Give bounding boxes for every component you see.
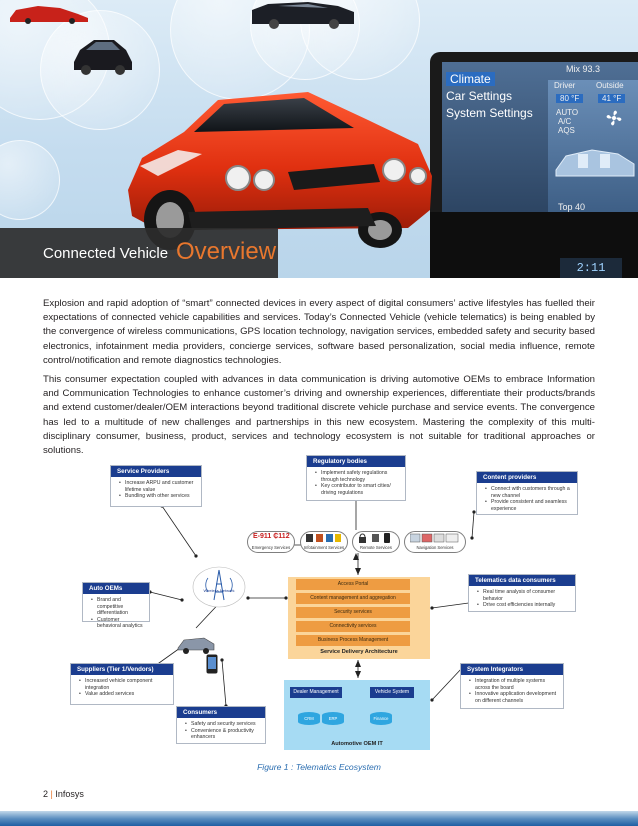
smartphone-icon — [206, 654, 218, 674]
footer-bar — [0, 811, 638, 826]
wireless-network-icon — [192, 566, 246, 608]
layer-business-process: Business Process Management — [296, 635, 410, 646]
dash-outside-label: Outside — [596, 81, 624, 90]
list-item: • Safety and security services — [185, 721, 260, 728]
list-item: • Increase ARPU and customer lifetime value — [119, 480, 196, 493]
footer-separator: | — [50, 789, 53, 799]
dash-menu-car-settings: Car Settings — [446, 89, 513, 103]
oem-it-title: Automotive OEM IT — [331, 741, 383, 747]
layer-access-portal: Access Portal — [296, 579, 410, 590]
content-providers-box — [476, 471, 578, 515]
telematics-title: Telematics data consumers — [469, 575, 575, 586]
remote-icons — [358, 533, 394, 543]
service-delivery-title: Service Delivery Architecture — [320, 649, 398, 655]
consumers-title: Consumers — [177, 707, 265, 718]
auto-oems-title: Auto OEMs — [83, 583, 149, 594]
system-integrators-box — [460, 663, 564, 709]
service-providers-title: Service Providers — [111, 466, 201, 477]
second-paragraph: This consumer expectation coupled with advances in data communication is driving automotive OEMs to embrace Information and Communication Technologies to enhance customer’s driving and ownership experiences, differentiate their products/brands and extend customer/dealer/OEM interactions beyond traditional discrete vehicle purchase and service events. The convergence has led to a multitude of new challenges and partnerships in this new ecosystem. Mastering the complexity of this multi-disciplinary consumer, business, product, services and technology ecosystem is not suitable for traditional approaches or solutions. — [43, 374, 595, 457]
emergency-icons: E-911 ₵112 — [253, 533, 290, 540]
list-item: • Convenience & productivity enhancers — [185, 728, 260, 741]
list-item: • Bundling with other services — [119, 493, 196, 500]
infotainment-services-label: Infotainment Services — [303, 545, 345, 550]
crm-database: CRM — [298, 712, 320, 725]
list-item: • Real time analysis of consumer behavior — [477, 589, 570, 602]
list-item: • Connect with customers through a new channel — [485, 486, 572, 499]
dash-clock: 2:11 — [560, 258, 622, 278]
layer-content-management: Content management and aggregation — [296, 593, 410, 604]
list-item: • Key contributor to smart cities/ driving regulations — [315, 483, 400, 496]
emergency-services-label: Emergency Services — [251, 545, 291, 550]
list-item: • Provide consistent and seamless experience — [485, 499, 572, 512]
system-integrators-title: System Integrators — [461, 664, 563, 675]
page-title-prefix: Connected Vehicle — [43, 245, 169, 262]
layer-security-services: Security services — [296, 607, 410, 618]
dash-driver-label: Driver — [554, 81, 576, 90]
dash-top-label: Top 40 — [558, 202, 586, 212]
layer-connectivity-services: Connectivity services — [296, 621, 410, 632]
regulatory-bodies-title: Regulatory bodies — [307, 456, 405, 467]
dash-outside-temp: 41 °F — [598, 94, 625, 103]
dealer-management-block: Dealer Management — [290, 687, 342, 698]
finance-database: Finance — [370, 712, 392, 725]
content-providers-title: Content providers — [477, 472, 577, 483]
dash-aqs-label: AQS — [558, 126, 575, 135]
service-providers-box — [110, 465, 202, 507]
page-number: 2 — [43, 789, 49, 799]
wireless-network-label: Wireless Network — [203, 588, 235, 593]
page-footer — [43, 789, 84, 799]
dash-driver-temp: 80 °F — [556, 94, 583, 103]
list-item: • Implement safety regulations through technology — [315, 470, 400, 483]
list-item: • Customer behavioral analytics — [91, 617, 144, 630]
intro-paragraph: Explosion and rapid adoption of “smart” connected devices in every aspect of digital consumers’ active lifestyles has fuelled their expectations of connected vehicle capabilities and services. Today’s Connected Vehicle (vehicle telematics) is being enabled by the convergence of wireless communications, GPS location technology, navigation services, embedded safety and security based electronics, infotainment media providers, concierge services, software based personalization, social media influence, remote control/notification and remote diagnostics technologies. — [43, 298, 595, 366]
list-item: • Drive cost efficiencies internally — [477, 602, 570, 609]
dash-auto-label: AUTO — [556, 108, 579, 117]
remote-services-label: Remote Services — [360, 545, 392, 550]
dash-radio-label: Mix 93.3 — [566, 64, 601, 74]
vehicle-system-block: Vehicle System — [370, 687, 414, 698]
dash-ac-label: A/C — [558, 117, 572, 126]
navigation-services-label: Navigation Services — [416, 545, 454, 550]
dash-menu-climate: Climate — [446, 72, 495, 86]
figure-caption: Figure 1 : Telematics Ecosystem — [257, 762, 381, 772]
regulatory-bodies-box — [306, 455, 406, 501]
list-item: • Integration of multiple systems across the board — [469, 678, 558, 691]
list-item: • Value added services — [79, 691, 168, 698]
list-item: • Brand and competitive differentiation — [91, 597, 144, 617]
dash-menu-system-settings: System Settings — [446, 106, 533, 120]
suppliers-box — [70, 663, 174, 705]
erp-database: ERP — [322, 712, 344, 725]
navigation-icons — [410, 533, 460, 543]
infotainment-icons — [306, 533, 342, 543]
list-item: • Innovative application development on different channels — [469, 691, 558, 704]
suppliers-title: Suppliers (Tier 1/Vendors) — [71, 664, 173, 675]
telematics-data-consumers-box — [468, 574, 576, 612]
list-item: • Increased vehicle component integration — [79, 678, 168, 691]
connected-car-icon — [176, 632, 216, 656]
auto-oems-box — [82, 582, 150, 630]
footer-brand: Infosys — [55, 789, 84, 799]
page-title-highlight: Overview — [176, 238, 277, 265]
consumers-box — [176, 706, 266, 744]
